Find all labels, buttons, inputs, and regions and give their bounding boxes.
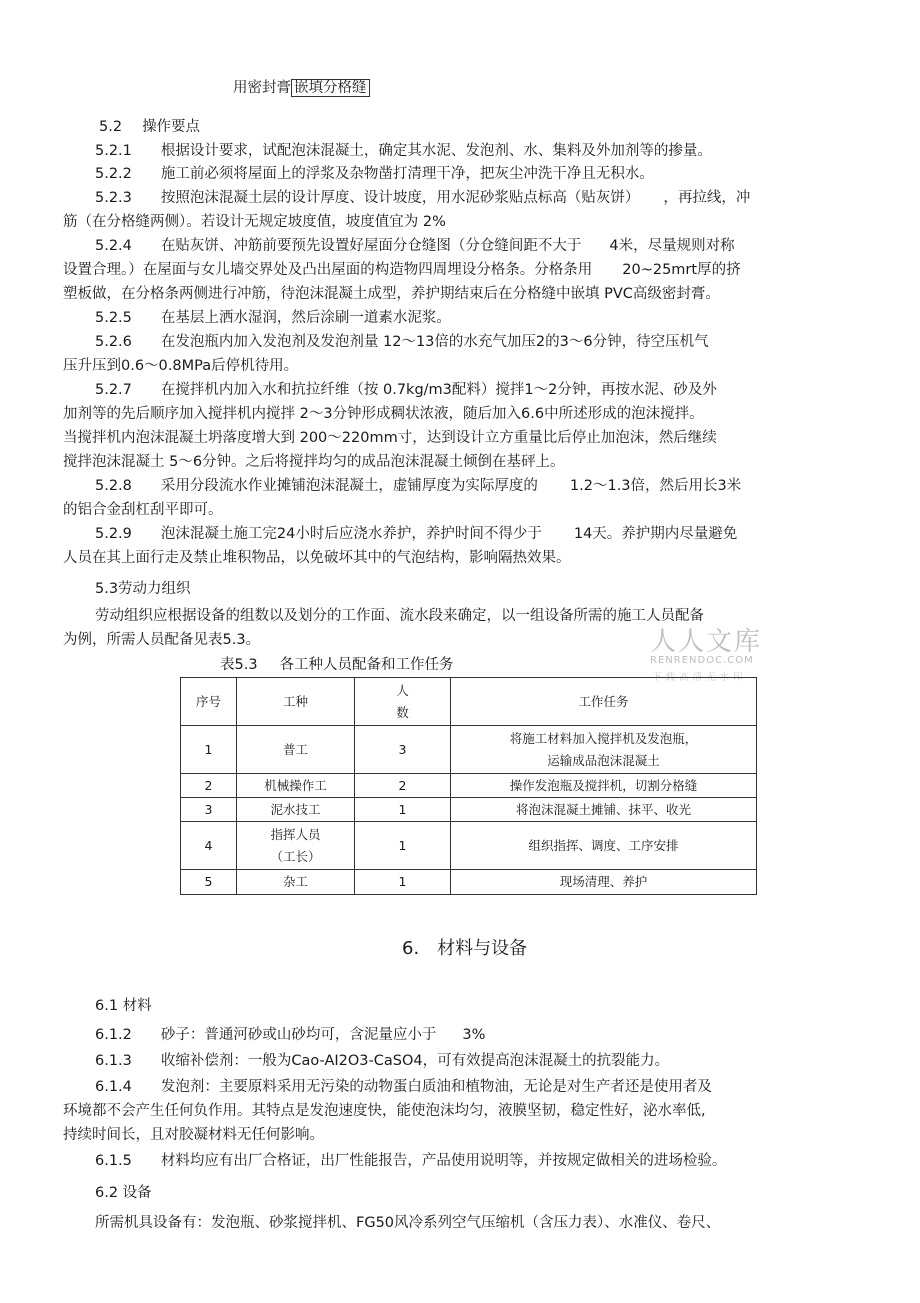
para-5-2-3-line2: 筋（在分格缝两侧）。若设计无规定坡度值，坡度值宜为 2% — [63, 214, 446, 230]
cell-type: 机械操作工 — [237, 774, 355, 798]
cell-task-line1: 将施工材料加入搅拌机及发泡瓶， — [509, 730, 698, 746]
para-6-1-2-part-b: 3% — [462, 1027, 486, 1043]
para-6-2-equipment: 所需机具设备有：发泡瓶、砂浆搅拌机、FG50风冷系列空气压缩机（含压力表）、水准仪、卷尺、 — [95, 1215, 721, 1231]
watermark-brand: 人人文库 — [650, 627, 763, 657]
para-5-2-4-part-c: 设置合理。）在屋面与女儿墙交界处及凸出屋面的构造物四周埋设分格条。分格条用 — [63, 262, 593, 278]
section-6-2-title: 6.2 设备 — [95, 1185, 152, 1201]
para-6-1-2 — [95, 1025, 485, 1045]
cell-task — [451, 726, 757, 774]
table-caption-number: 表5.3 — [220, 657, 258, 673]
para-5-2-3-line1 — [95, 188, 750, 208]
header-count — [355, 678, 451, 726]
cell-type-line1: 指挥人员 — [270, 826, 321, 842]
watermark-tagline: 下载高清无水印 — [652, 672, 747, 683]
seal-boxed-text: 嵌填分格缝 — [291, 79, 370, 97]
para-5-2-4-line2 — [63, 260, 741, 280]
cell-count: 1 — [355, 822, 451, 870]
para-5-2-9-part-b: 14天。养护期内尽量避免 — [573, 526, 738, 542]
para-5-2-4-part-a: 5.2.4 在贴灰饼、冲筋前要预先设置好屋面分仓缝图（分仓缝间距不大于 — [95, 238, 582, 254]
table-row — [181, 774, 757, 798]
section-6-title: 6. 材料与设备 — [402, 938, 528, 959]
cell-type: 普工 — [237, 726, 355, 774]
staff-table — [180, 677, 757, 895]
para-5-3-line2: 为例，所需人员配备见表5.3。 — [63, 632, 261, 648]
cell-task: 现场清理、养护 — [451, 870, 757, 895]
para-5-2-7-line1: 5.2.7 在搅拌机内加入水和抗拉纤维（按 0.7kg/m3配料）搅拌1～2分钟，再按水泥、砂及外 — [95, 382, 717, 398]
section-6-1-title: 6.1 材料 — [95, 998, 152, 1014]
cell-type — [237, 822, 355, 870]
para-5-2-8-line2: 的铝合金刮杠刮平即可。 — [63, 502, 223, 518]
para-5-2-9-line2: 人员在其上面行走及禁止堆积物品，以免破坏其中的气泡结构，影响隔热效果。 — [63, 550, 571, 566]
para-5-2-8-part-a: 5.2.8 采用分段流水作业摊铺泡沫混凝土，虚铺厚度为实际厚度的 — [95, 478, 538, 494]
header-type: 工种 — [237, 678, 355, 726]
header-count-line1: 人 — [396, 682, 409, 698]
para-5-2-9-line1 — [95, 524, 737, 544]
header-no: 序号 — [181, 678, 237, 726]
header-task: 工作任务 — [451, 678, 757, 726]
section-title: 操作要点 — [142, 119, 201, 135]
para-5-2-4-part-d: 20~25mrt厚的挤 — [622, 262, 741, 278]
para-5-2-8-part-b: 1.2～1.3倍，然后用长3米 — [569, 478, 742, 494]
para-5-2-7-line2: 加剂等的先后顺序加入搅拌机内搅拌 2～3分钟形成稠状浓液，随后加入6.6中所述形成的泡沫搅拌。 — [63, 406, 704, 422]
para-5-2-6-line1: 5.2.6 在发泡瓶内加入发泡剂及发泡剂量 12～13倍的水充气加压2的3～6分钟，待空压机气 — [95, 334, 709, 350]
para-6-1-2-part-a: 6.1.2 砂子：普通河砂或山砂均可，含泥量应小于 — [95, 1027, 437, 1043]
section-5-3-title: 5.3劳动力组织 — [95, 581, 191, 597]
cell-type-line2: （工长） — [270, 848, 321, 864]
para-6-1-4-line1: 6.1.4 发泡剂：主要原料采用无污染的动物蛋白质油和植物油，无论是对生产者还是使用者及 — [95, 1079, 712, 1095]
cell-count: 2 — [355, 774, 451, 798]
seal-line — [233, 78, 370, 98]
table-row — [181, 870, 757, 895]
para-5-2-4-part-b: 4米，尽量规则对称 — [609, 238, 735, 254]
para-5-2-7-line3: 当搅拌机内泡沫混凝土坍落度增大到 200～220mm寸，达到设计立方重量比后停止加泡沫，然后继续 — [63, 430, 717, 446]
table-row — [181, 726, 757, 774]
cell-no: 4 — [181, 822, 237, 870]
table-row — [181, 798, 757, 822]
para-5-2-4-line3: 塑板做，在分格条两侧进行冲筋，待泡沫混凝土成型，养护期结束后在分格缝中嵌填 PVC高级密封膏。 — [63, 286, 720, 302]
para-5-2-5: 5.2.5 在基层上洒水湿润，然后涂刷一道素水泥浆。 — [95, 310, 451, 326]
cell-no: 2 — [181, 774, 237, 798]
table-row — [181, 822, 757, 870]
cell-type: 泥水技工 — [237, 798, 355, 822]
table-caption — [220, 655, 454, 675]
para-5-2-4-line1 — [95, 236, 735, 256]
seal-prefix: 用密封膏 — [233, 80, 291, 96]
para-6-1-4-line3: 持续时间长，且对胶凝材料无任何影响。 — [63, 1127, 324, 1143]
cell-task: 将泡沫混凝土摊铺、抹平、收光 — [451, 798, 757, 822]
para-5-2-1: 5.2.1 根据设计要求，试配泡沫混凝土，确定其水泥、发泡剂、水、集料及外加剂等的掺量。 — [95, 143, 712, 159]
para-5-2-3-part-b: ，再拉线，冲 — [663, 190, 751, 206]
para-5-2-7-line4: 搅拌泡沫混凝土 5～6分钟。之后将搅拌均匀的成品泡沫混凝土倾倒在基砰上。 — [63, 454, 565, 470]
cell-task-line2: 运输成品泡沫混凝土 — [547, 752, 660, 768]
section-5-2-title — [99, 117, 200, 137]
table-header-row — [181, 678, 757, 726]
table-caption-text: 各工种人员配备和工作任务 — [279, 657, 454, 673]
cell-no: 3 — [181, 798, 237, 822]
para-5-2-8-line1 — [95, 476, 741, 496]
cell-task: 组织指挥、调度、工序安排 — [451, 822, 757, 870]
para-5-3-line1: 劳动组织应根据设备的组数以及划分的工作面、流水段来确定，以一组设备所需的施工人员配备 — [95, 608, 704, 624]
header-count-line2: 数 — [396, 704, 409, 720]
para-5-2-2: 5.2.2 施工前必须将屋面上的浮浆及杂物凿打清理干净，把灰尘冲洗干净且无积水。 — [95, 166, 654, 182]
cell-task: 操作发泡瓶及搅拌机，切割分格缝 — [451, 774, 757, 798]
para-5-2-9-part-a: 5.2.9 泡沫混凝土施工完24小时后应浇水养护，养护时间不得少于 — [95, 526, 542, 542]
cell-count: 1 — [355, 798, 451, 822]
para-6-1-5: 6.1.5 材料均应有出厂合格证，出厂性能报告，产品使用说明等，并按规定做相关的进场检验。 — [95, 1153, 727, 1169]
cell-type: 杂工 — [237, 870, 355, 895]
cell-no: 1 — [181, 726, 237, 774]
section-number: 5.2 — [99, 119, 123, 135]
cell-count: 1 — [355, 870, 451, 895]
para-5-2-3-part-a: 5.2.3 按照泡沫混凝土层的设计厚度、设计坡度，用水泥砂浆贴点标高（贴灰饼） — [95, 190, 640, 206]
cell-no: 5 — [181, 870, 237, 895]
watermark-domain: RENRENDOC.COM — [650, 655, 754, 666]
para-5-2-6-line2: 压升压到0.6～0.8MPa后停机待用。 — [63, 358, 299, 374]
para-6-1-3: 6.1.3 收缩补偿剂：一般为Cao-AI2O3-CaSO4，可有效提高泡沫混凝土的抗裂能力。 — [95, 1053, 670, 1069]
cell-count: 3 — [355, 726, 451, 774]
para-6-1-4-line2: 环境都不会产生任何负作用。其特点是发泡速度快，能使泡沫均匀，液膜坚韧，稳定性好，泌水率低, — [63, 1103, 706, 1119]
